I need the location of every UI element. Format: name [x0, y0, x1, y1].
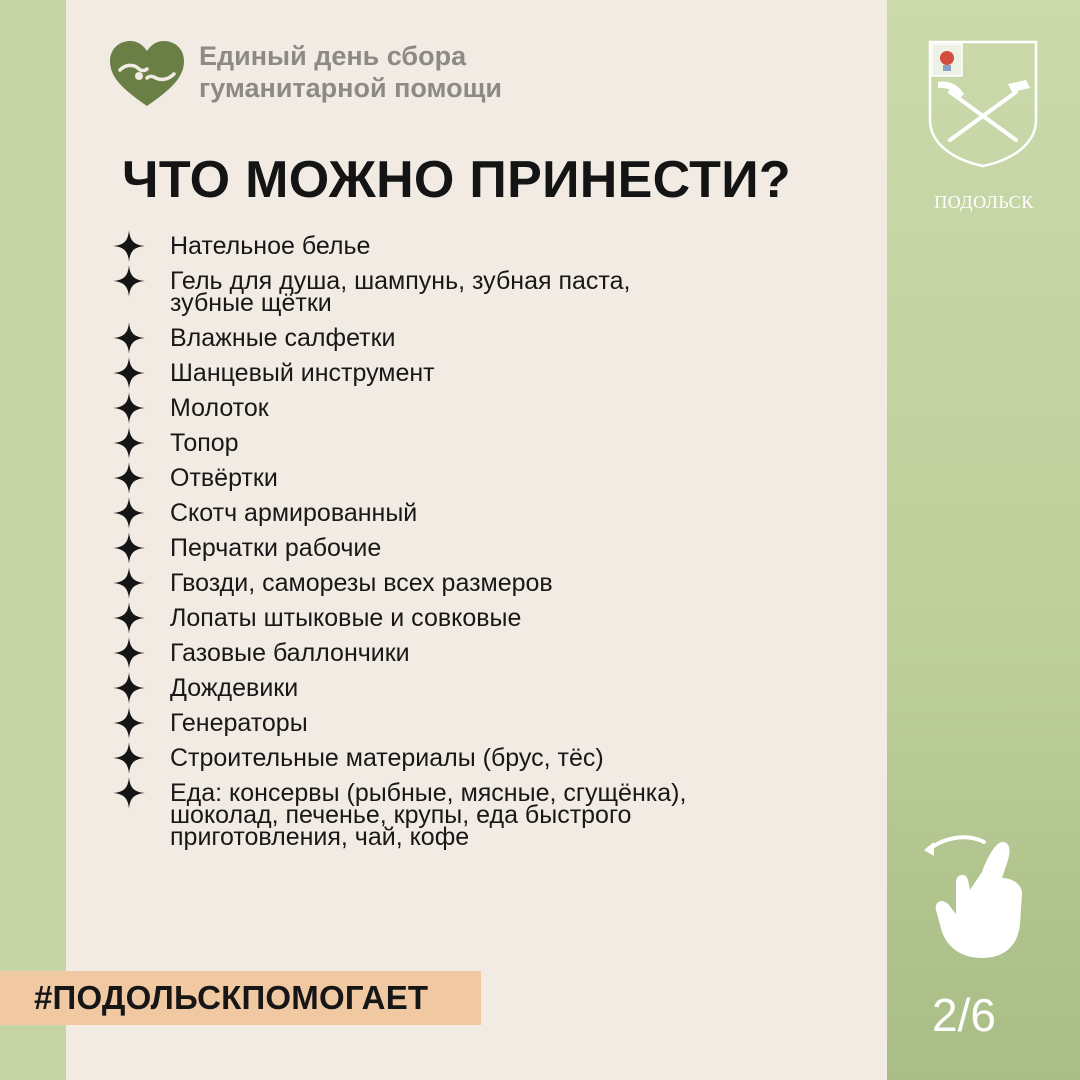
list-item-text: шоколад, печенье, крупы, еда быстрого: [170, 801, 632, 829]
four-point-star-icon: [112, 264, 146, 298]
hashtag-banner: [0, 971, 481, 1025]
page-indicator: 2/6: [932, 989, 996, 1041]
four-point-star-icon: [112, 671, 146, 705]
list-item-text: Гель для душа, шампунь, зубная паста,: [170, 267, 631, 295]
donation-items-list: [112, 232, 832, 861]
list-item-text: зубные щётки: [170, 289, 332, 317]
four-point-star-icon: [112, 426, 146, 460]
list-item: [112, 232, 832, 260]
list-item-text: Отвёртки: [170, 464, 278, 492]
list-item-text: Нательное белье: [170, 232, 371, 260]
four-point-star-icon: [112, 601, 146, 635]
swipe-hand-icon: [922, 832, 1026, 962]
list-item-text: Топор: [170, 429, 239, 457]
four-point-star-icon: [112, 636, 146, 670]
four-point-star-icon: [112, 741, 146, 775]
list-item: [112, 639, 832, 667]
four-point-star-icon: [112, 461, 146, 495]
list-item: [112, 324, 832, 352]
list-item: [112, 499, 832, 527]
list-item: [112, 394, 832, 422]
list-item-text: Генераторы: [170, 709, 308, 737]
list-item: [112, 779, 832, 851]
event-title: [199, 40, 502, 104]
heart-hands-icon: [108, 40, 186, 108]
list-item-text: приготовления, чай, кофе: [170, 823, 470, 851]
list-item: [112, 569, 832, 597]
list-item-text: Перчатки рабочие: [170, 534, 382, 562]
list-item-text: Строительные материалы (брус, тёс): [170, 744, 604, 772]
list-item-text: Скотч армированный: [170, 499, 418, 527]
hashtag-text: #ПОДОЛЬСКПОМОГАЕТ: [34, 979, 429, 1016]
four-point-star-icon: [112, 229, 146, 263]
four-point-star-icon: [112, 356, 146, 390]
list-item: [112, 359, 832, 387]
list-item: [112, 464, 832, 492]
list-item-text: Дождевики: [170, 674, 299, 702]
left-green-strip: [0, 0, 66, 1080]
list-item: [112, 429, 832, 457]
city-name: ПОДОЛЬСК: [934, 192, 1034, 212]
list-item-text: Гвозди, саморезы всех размеров: [170, 569, 553, 597]
page-title: ЧТО МОЖНО ПРИНЕСТИ?: [122, 151, 791, 209]
four-point-star-icon: [112, 391, 146, 425]
four-point-star-icon: [112, 566, 146, 600]
four-point-star-icon: [112, 531, 146, 565]
list-item: [112, 709, 832, 737]
list-item: [112, 604, 832, 632]
list-item-text: Лопаты штыковые и совковые: [170, 604, 522, 632]
list-item: [112, 534, 832, 562]
list-item-text: Газовые баллончики: [170, 639, 410, 667]
list-item: [112, 744, 832, 772]
event-title-line2: гуманитарной помощи: [199, 73, 503, 103]
list-item-text: Еда: консервы (рыбные, мясные, сгущёнка),: [170, 779, 687, 807]
list-item: [112, 267, 832, 317]
list-item-text: Шанцевый инструмент: [170, 359, 435, 387]
four-point-star-icon: [112, 706, 146, 740]
four-point-star-icon: [112, 496, 146, 530]
four-point-star-icon: [112, 776, 146, 810]
coat-of-arms-icon: [928, 40, 1038, 168]
list-item-text: Молоток: [170, 394, 269, 422]
four-point-star-icon: [112, 321, 146, 355]
event-title-line1: Единый день сбора: [199, 41, 467, 71]
list-item-text: Влажные салфетки: [170, 324, 396, 352]
list-item: [112, 674, 832, 702]
